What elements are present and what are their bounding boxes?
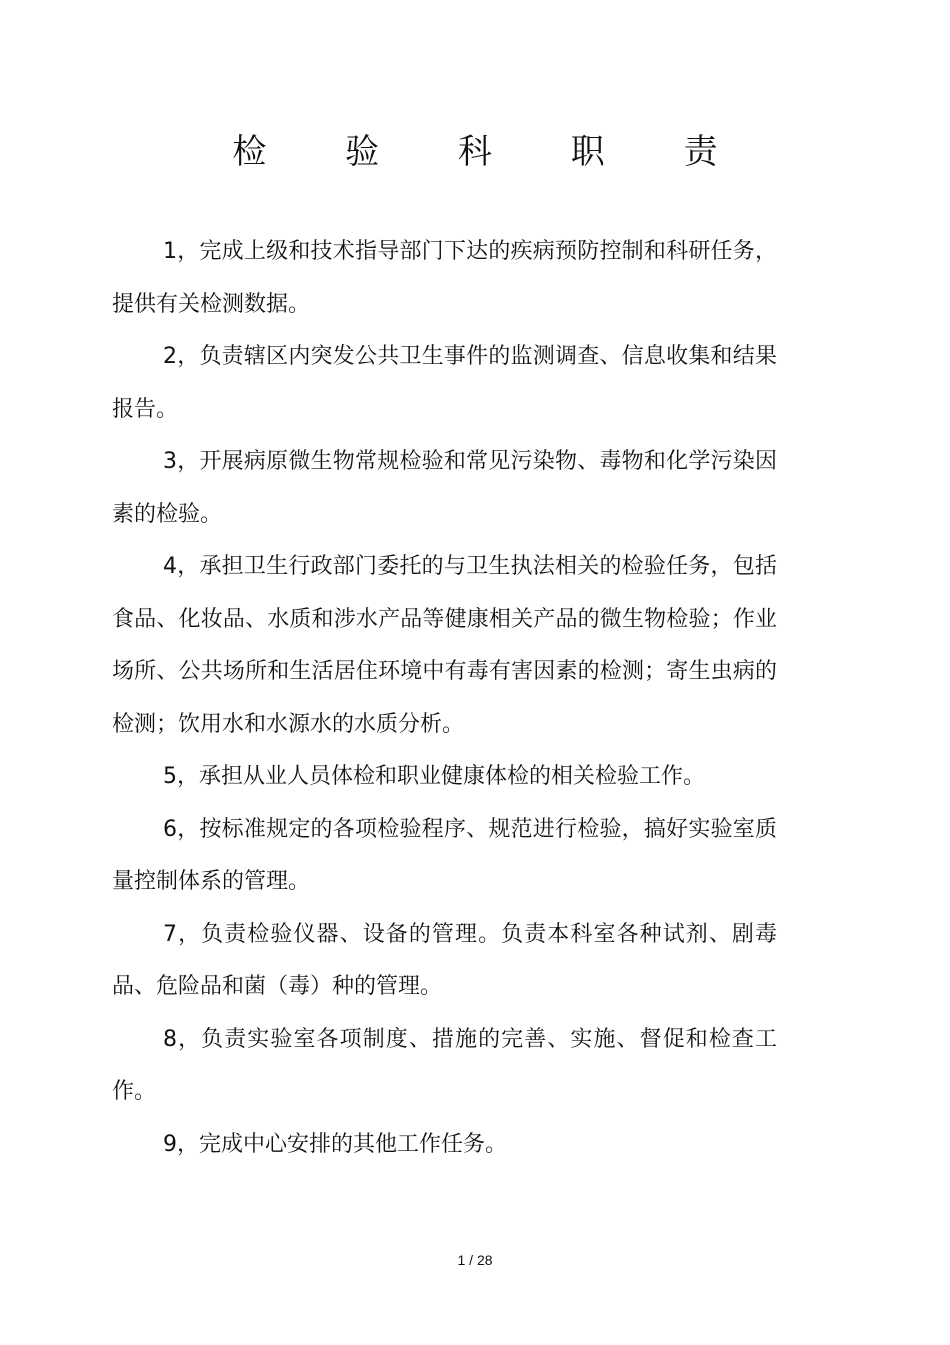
duty-item-7: 7，负责检验仪器、设备的管理。负责本科室各种试剂、剧毒品、危险品和菌（毒）种的管理。 [112, 921, 777, 999]
duty-item-6: 6，按标准规定的各项检验程序、规范进行检验，搞好实验室质量控制体系的管理。 [112, 816, 777, 894]
duty-item-1: 1，完成上级和技术指导部门下达的疾病预防控制和科研任务，提供有关检测数据。 [112, 239, 777, 317]
duty-item-4: 4，承担卫生行政部门委托的与卫生执法相关的检验任务，包括食品、化妆品、水质和涉水产品等健康相关产品的微生物检验；作业场所、公共场所和生活居住环境中有毒有害因素的检测；寄生虫病的检测；饮用水和水源水的水质分析。 [112, 554, 777, 737]
duty-item-2: 2，负责辖区内突发公共卫生事件的监测调查、信息收集和结果报告。 [112, 344, 777, 422]
duty-item-8: 8，负责实验室各项制度、措施的完善、实施、督促和检查工作。 [112, 1026, 777, 1104]
duties-list [112, 226, 777, 1171]
page-number: 1 / 28 [457, 1252, 493, 1268]
duty-item-9: 9，完成中心安排的其他工作任务。 [163, 1131, 507, 1157]
duty-item-5: 5，承担从业人员体检和职业健康体检的相关检验工作。 [163, 764, 705, 789]
duty-item-3: 3，开展病原微生物常规检验和常见污染物、毒物和化学污染因素的检验。 [112, 449, 777, 527]
page-title: 检 验 科 职 责 [232, 132, 752, 172]
